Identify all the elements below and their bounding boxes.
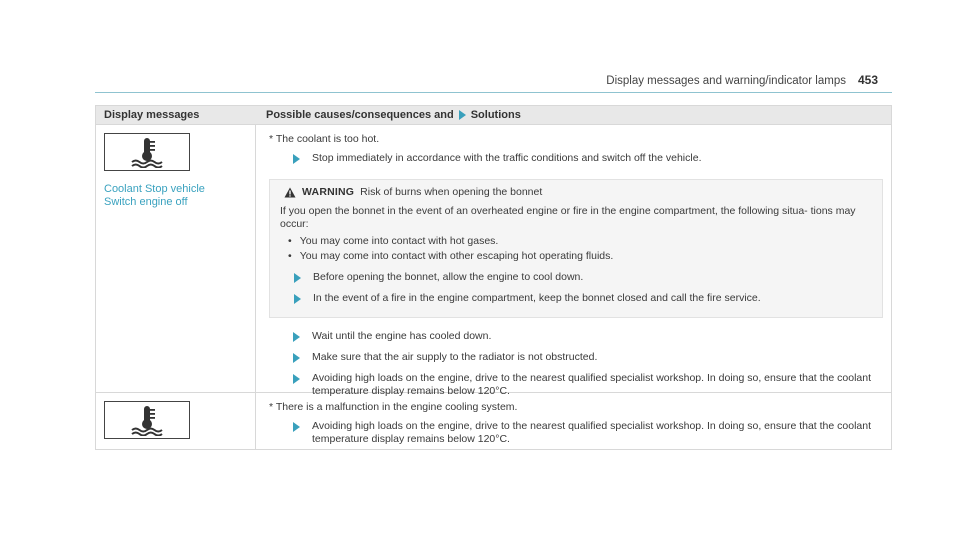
action-step: [293, 420, 883, 446]
table-row: [96, 392, 891, 449]
running-header: [606, 73, 878, 87]
warning-title: [284, 186, 872, 199]
action-step: [293, 152, 883, 165]
display-messages-table: [95, 105, 892, 450]
warning-body: If you open the bonnet in the event of an overheated engine or fire in the engine compartment, the following situa- tions may occur:: [280, 205, 856, 230]
action-step: [293, 351, 883, 364]
display-message-text: [104, 183, 255, 209]
arrow-right-icon: [293, 422, 300, 432]
solution-cell: [256, 125, 891, 397]
action-step: [294, 292, 872, 305]
arrow-right-icon: [293, 374, 300, 384]
action-step-text: Stop immediately in accordance with the traffic conditions and switch off the vehicle.: [312, 152, 702, 164]
list-item-text: You may come into contact with other escaping hot operating fluids.: [299, 250, 614, 262]
action-step: [293, 330, 883, 343]
page-number: 453: [857, 73, 878, 87]
message-line-1: Coolant Stop vehicle: [104, 183, 205, 195]
warning-triangle-icon: [284, 187, 296, 198]
header-display-messages: Display messages: [104, 108, 200, 121]
arrow-right-icon: [293, 332, 300, 342]
arrow-right-icon: [294, 294, 301, 304]
arrow-right-icon: [293, 154, 300, 164]
message-line-2: Switch engine off: [104, 196, 188, 208]
warning-box: [269, 179, 883, 318]
action-step-text: Avoiding high loads on the engine, drive to the nearest qualified specialist workshop. In doing so, ensure that the coolant temperature display remains below 120°C.: [312, 372, 872, 397]
message-cell: [96, 393, 256, 449]
message-cell: [96, 125, 256, 392]
warning-heading: Risk of burns when opening the bonnet: [360, 186, 543, 198]
solution-cell: [256, 393, 891, 449]
warning-label: WARNING: [302, 186, 355, 198]
list-item-text: You may come into contact with hot gases.: [299, 235, 499, 247]
bullet-icon: •: [288, 235, 292, 247]
coolant-temperature-icon: [104, 401, 190, 439]
table-header: [96, 106, 891, 124]
action-step-text: Before opening the bonnet, allow the engine to cool down.: [313, 271, 584, 283]
header-solutions-suffix: Solutions: [470, 108, 521, 121]
header-solutions-prefix: Possible causes/consequences and: [266, 108, 454, 121]
action-step-text: In the event of a fire in the engine compartment, keep the bonnet closed and call the fire service.: [313, 292, 761, 304]
action-step-text: Wait until the engine has cooled down.: [312, 330, 492, 342]
action-step-text: Make sure that the air supply to the radiator is not obstructed.: [312, 351, 598, 363]
table-row: [96, 124, 891, 397]
action-step: [294, 271, 872, 284]
cause-text: * The coolant is too hot.: [269, 133, 380, 145]
cause-text: * There is a malfunction in the engine cooling system.: [269, 401, 518, 413]
action-step-text: Avoiding high loads on the engine, drive to the nearest qualified specialist workshop. In doing so, ensure that the coolant temperature display remains below 120°C.: [312, 420, 872, 445]
list-item: [288, 250, 872, 263]
header-rule: [95, 92, 892, 93]
arrow-right-icon: [293, 353, 300, 363]
header-solutions: [252, 109, 521, 122]
arrow-right-icon: [294, 273, 301, 283]
arrow-right-icon: [459, 110, 466, 120]
running-header-title: Display messages and warning/indicator lamps: [606, 75, 846, 87]
list-item: [288, 235, 872, 248]
coolant-temperature-icon: [104, 133, 190, 171]
bullet-icon: •: [288, 250, 292, 262]
